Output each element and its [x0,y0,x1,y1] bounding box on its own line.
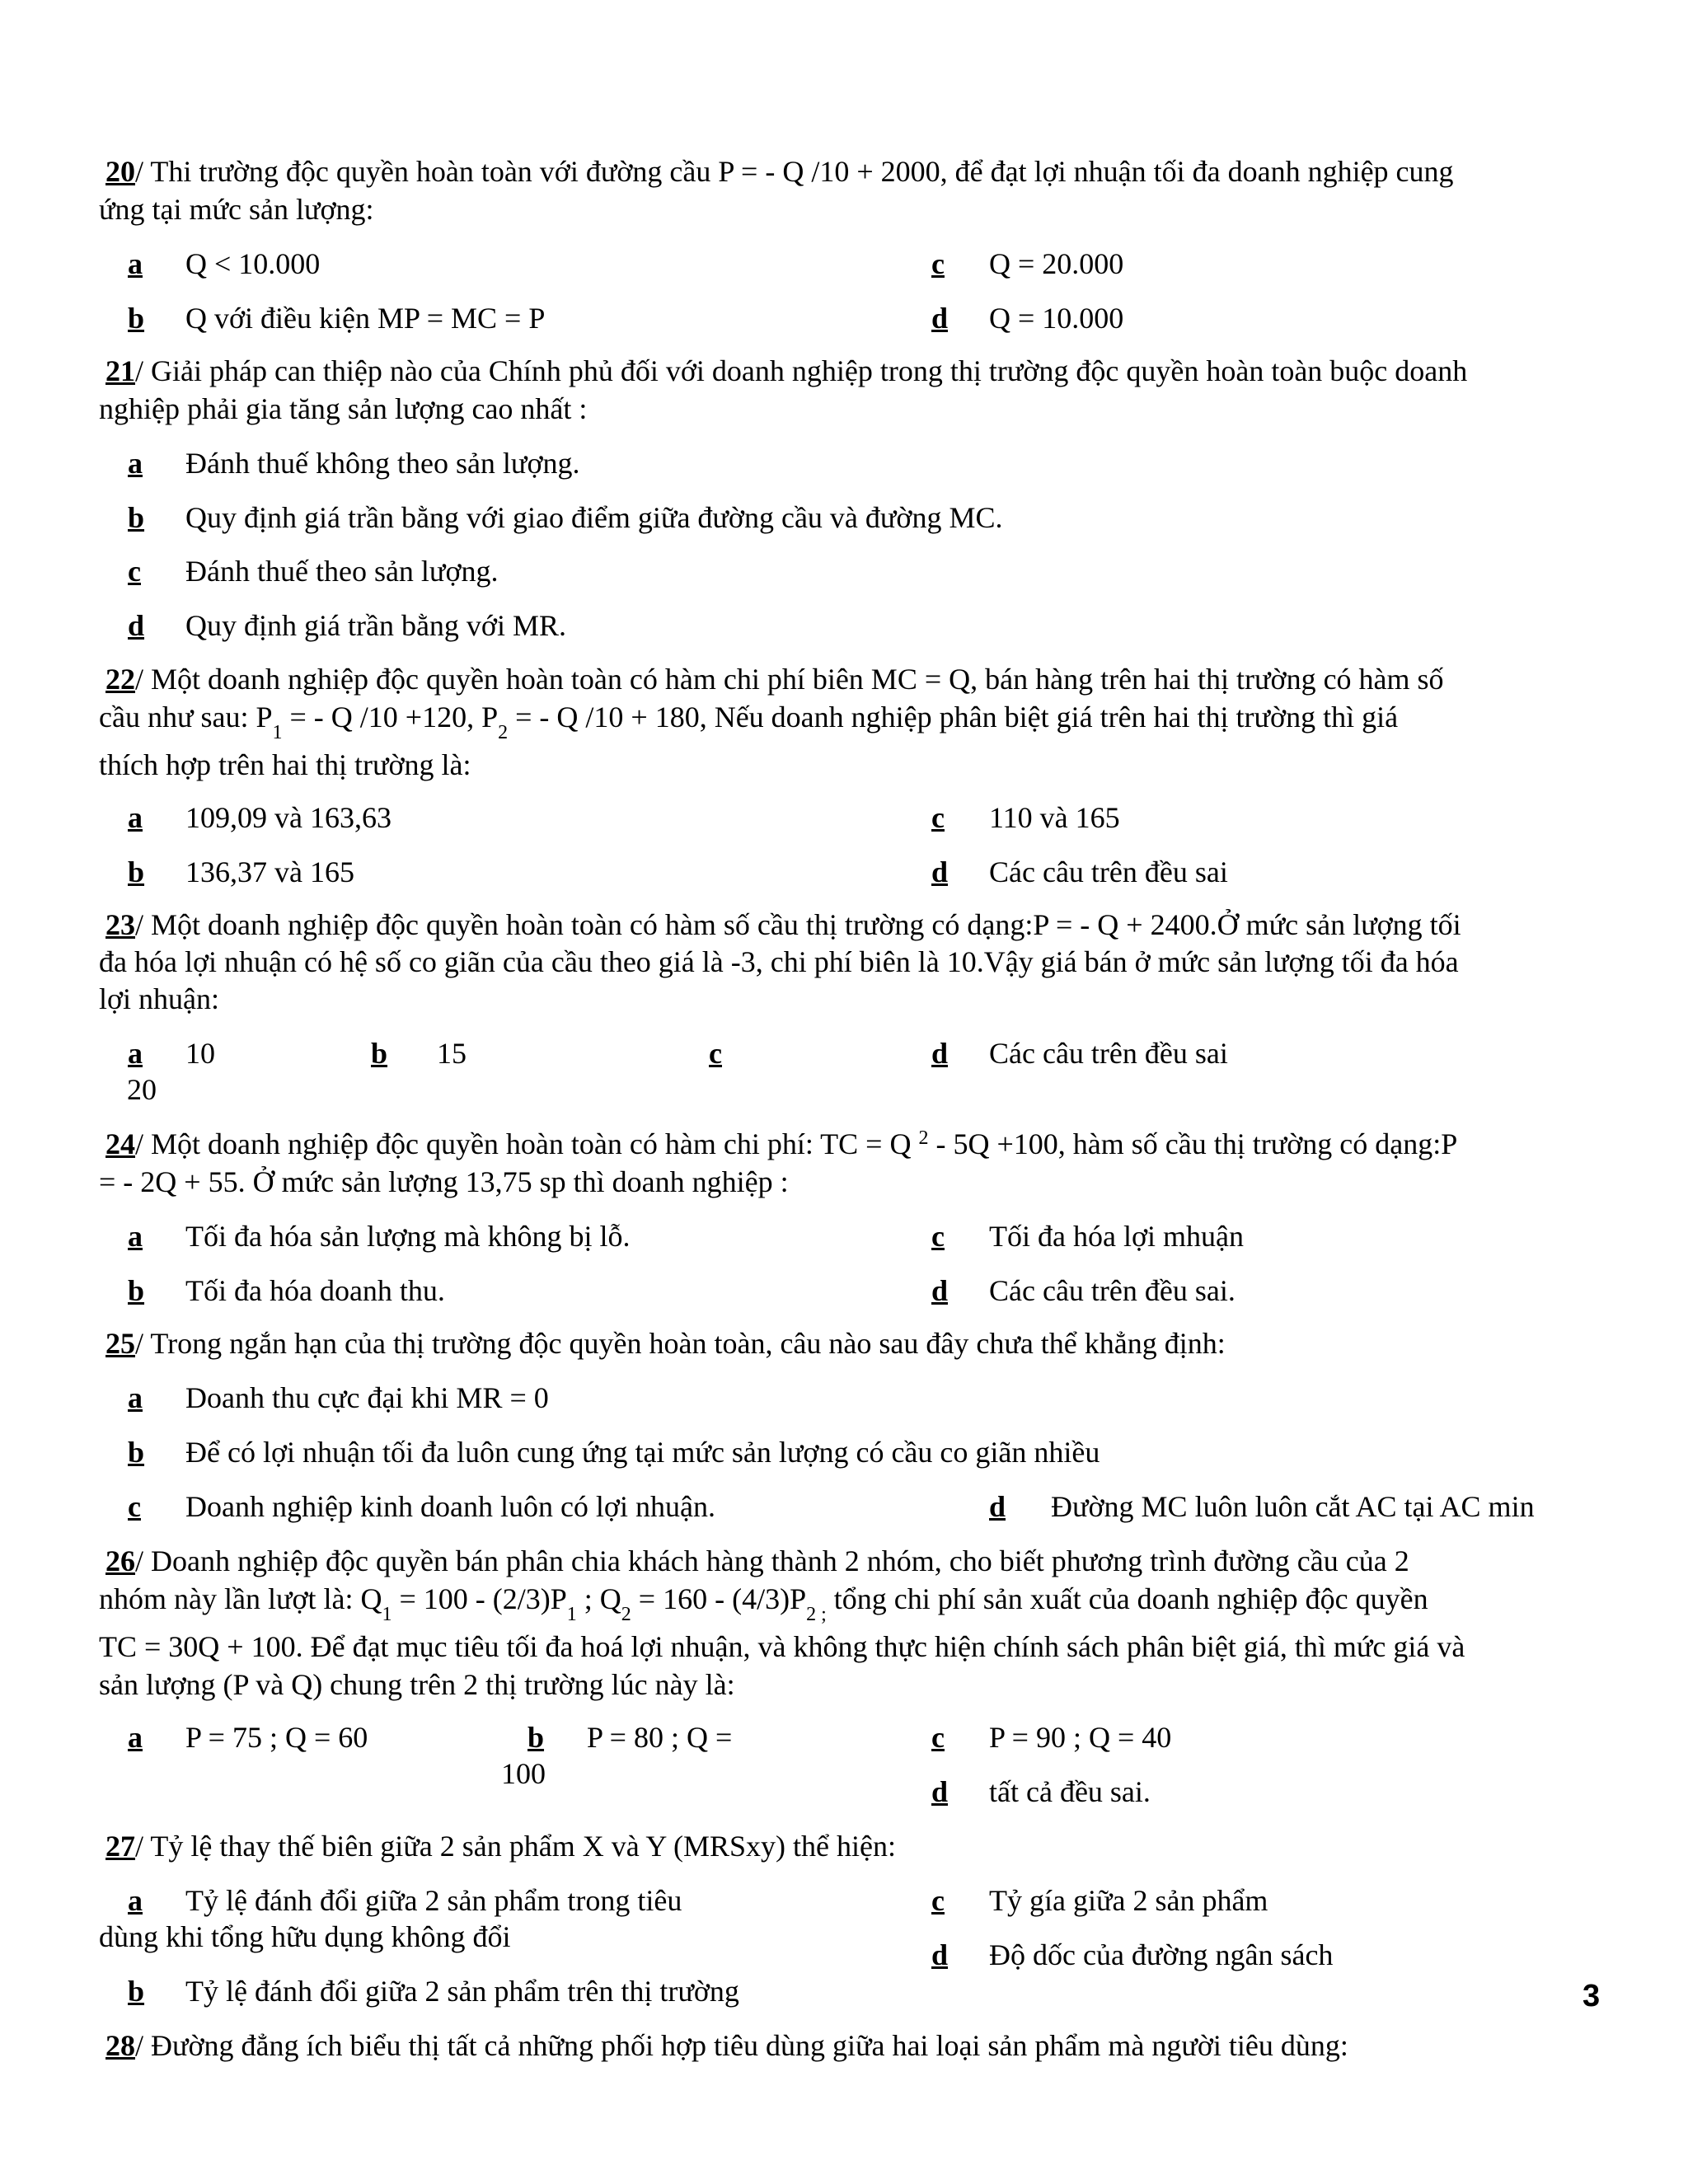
q20-option-a-letter: a [128,247,143,280]
q26-option-b: P = 80 ; Q = [587,1721,733,1754]
q23-option-a-letter: a [128,1037,143,1070]
q21-option-d-letter: d [128,609,145,642]
q26-option-c-letter: c [931,1721,945,1754]
q21-number: 21 [106,354,135,387]
q25-number: 25 [106,1327,135,1360]
q21-stem-line2: nghiệp phải gia tăng sản lượng cao nhất : [99,392,588,425]
q21-option-c-letter: c [128,555,141,588]
q25-option-a: Doanh thu cực đại khi MR = 0 [185,1381,549,1414]
q27-option-c-letter: c [931,1884,945,1917]
q24-option-c: Tối đa hóa lợi mhuận [989,1220,1244,1253]
q28-number: 28 [106,2029,135,2062]
q24-option-c-letter: c [931,1220,945,1253]
q20-option-c-letter: c [931,247,945,280]
q27-option-c: Tỷ gía giữa 2 sản phẩm [989,1884,1268,1917]
q22-option-b-letter: b [128,855,145,888]
q27-option-b: Tỷ lệ đánh đổi giữa 2 sản phẩm trên thị trường [185,1975,739,2008]
q23-option-a: 10 [185,1037,215,1070]
q27-option-a: Tỷ lệ đánh đổi giữa 2 sản phẩm trong tiêu [185,1884,682,1917]
q24-option-d: Các câu trên đều sai. [989,1274,1236,1307]
q26-stem-line1: 26/ Doanh nghiệp độc quyền bán phân chia khách hàng thành 2 nhóm, cho biết phương trình đường cầu của 2 [106,1544,1409,1577]
q21-option-c: Đánh thuế theo sản lượng. [185,555,499,588]
q21-option-b-letter: b [128,501,145,534]
q20-option-b: Q với điều kiện MP = MC = P [185,302,546,335]
q20-option-d: Q = 10.000 [989,302,1124,335]
q26-option-a: P = 75 ; Q = 60 [185,1721,368,1754]
q22-option-a-letter: a [128,801,143,834]
q26-stem-line2: nhóm này lần lượt là: $Q_1 = 100 - (2/3)P_1$ ; $Q_2 = 160 - (4/3)P_{2 ;}$ tổng chi phí sản xuất của doanh nghiệp độc quyền [99,1582,1428,1625]
q27-option-wrap: dùng khi tổng hữu dụng không đổi [99,1920,511,1953]
q25-stem-line1: 25/ Trong ngắn hạn của thị trường độc quyền hoàn toàn, câu nào sau đây chưa thể khẳng định: [106,1327,1226,1360]
q25-option-d-letter: d [989,1490,1006,1523]
q23-option-c-letter: c [709,1037,722,1070]
q23-option-d: Các câu trên đều sai [989,1037,1228,1070]
q25-option-a-letter: a [128,1381,143,1414]
q26-stem-line4: sản lượng (P và Q) chung trên 2 thị trường lúc này là: [99,1668,735,1701]
q26-stem-line3: TC = 30Q + 100. Để đạt mục tiêu tối đa hoá lợi nhuận, và không thực hiện chính sách phân biệt giá, thì mức giá và [99,1630,1465,1663]
q27-number: 27 [106,1830,135,1863]
q20-option-c: Q = 20.000 [989,247,1124,280]
q24-option-d-letter: d [931,1274,949,1307]
q23-option-wrap: 20 [127,1073,157,1106]
q22-option-b: 136,37 và 165 [185,855,354,888]
q20-stem-line2: ứng tại mức sản lượng: [99,193,374,226]
q23-option-b-letter: b [371,1037,388,1070]
q26-option-b-letter: b [528,1721,545,1754]
q21-option-a-letter: a [128,447,143,480]
q26-option-d: tất cả đều sai. [989,1775,1151,1808]
q25-option-b-letter: b [128,1436,145,1469]
page-number: 3 [1582,1979,1601,2013]
q26-option-wrap: 100 [501,1757,546,1790]
q27-option-d: Độ dốc của đường ngân sách [989,1938,1334,1971]
q24-stem-line1: 24/ Một doanh nghiệp độc quyền hoàn toàn có hàm chi phí: TC = Q $^2$ - 5Q +100, hàm số cầu thị trường có dạng:P [106,1127,1458,1160]
q22-stem-line2: cầu như sau: $P_1$ = - Q /10 +120, $P_2$ = - Q /10 + 180, Nếu doanh nghiệp phân biệt giá trên hai thị trường thì giá [99,701,1399,743]
q26-option-d-letter: d [931,1775,949,1808]
q20-option-d-letter: d [931,302,949,335]
q23-option-d-letter: d [931,1037,949,1070]
q23-option-b: 15 [437,1037,467,1070]
q22-stem-line3: thích hợp trên hai thị trường là: [99,748,471,781]
q20-option-a: Q < 10.000 [185,247,321,280]
q25-option-b: Để có lợi nhuận tối đa luôn cung ứng tại mức sản lượng có cầu co giãn nhiều [185,1436,1100,1469]
q27-option-a-letter: a [128,1884,143,1917]
q27-stem-line1: 27/ Tỷ lệ thay thế biên giữa 2 sản phẩm X và Y (MRSxy) thể hiện: [106,1830,897,1863]
q26-option-a-letter: a [128,1721,143,1754]
q20-option-b-letter: b [128,302,145,335]
q23-stem-line2: đa hóa lợi nhuận có hệ số co giãn của cầu theo giá là -3, chi phí biên là 10.Vậy giá bán ở mức sản lượng tối đa hóa [99,945,1459,978]
q21-option-d: Quy định giá trần bằng với MR. [185,609,566,642]
q21-stem-line1: 21/ Giải pháp can thiệp nào của Chính phủ đối với doanh nghiệp trong thị trường độc quyền hoàn toàn buộc doanh [106,354,1468,387]
q26-option-c: P = 90 ; Q = 40 [989,1721,1172,1754]
q24-option-b-letter: b [128,1274,145,1307]
q22-stem-line1: 22/ Một doanh nghiệp độc quyền hoàn toàn có hàm chi phí biên MC = Q, bán hàng trên hai thị trường có hàm số [106,663,1444,696]
q23-number: 23 [106,908,135,941]
q23-stem-line3: lợi nhuận: [99,982,220,1015]
q20-stem-line1: 20/ Thi trường độc quyền hoàn toàn với đường cầu P = - Q /10 + 2000, để đạt lợi nhuận tối đa doanh nghiệp cung [106,155,1454,188]
q24-option-a: Tối đa hóa sản lượng mà không bị lỗ. [185,1220,631,1253]
q28-stem-line1: 28/ Đường đẳng ích biểu thị tất cả những phối hợp tiêu dùng giữa hai loại sản phẩm mà người tiêu dùng: [106,2029,1348,2062]
q24-option-a-letter: a [128,1220,143,1253]
q27-option-b-letter: b [128,1975,145,2008]
q26-number: 26 [106,1544,135,1577]
q25-option-c-letter: c [128,1490,141,1523]
q20-number: 20 [106,155,135,188]
q22-option-c-letter: c [931,801,945,834]
q24-option-b: Tối đa hóa doanh thu. [185,1274,445,1307]
q23-stem-line1: 23/ Một doanh nghiệp độc quyền hoàn toàn có hàm số cầu thị trường có dạng:P = - Q + 2400.Ở mức sản lượng tối [106,908,1461,941]
q22-option-a: 109,09 và 163,63 [185,801,392,834]
q24-number: 24 [106,1127,135,1160]
q22-number: 22 [106,663,135,696]
q25-option-c: Doanh nghiệp kinh doanh luôn có lợi nhuận. [185,1490,715,1523]
q25-option-d: Đường MC luôn luôn cắt AC tại AC min [1051,1490,1535,1523]
q21-option-b: Quy định giá trần bằng với giao điểm giữa đường cầu và đường MC. [185,501,1003,534]
q24-stem-line2: = - 2Q + 55. Ở mức sản lượng 13,75 sp thì doanh nghiệp : [99,1165,789,1198]
q21-option-a: Đánh thuế không theo sản lượng. [185,447,580,480]
q22-option-d-letter: d [931,855,949,888]
q22-option-d: Các câu trên đều sai [989,855,1228,888]
q22-option-c: 110 và 165 [989,801,1120,834]
q27-option-d-letter: d [931,1938,949,1971]
